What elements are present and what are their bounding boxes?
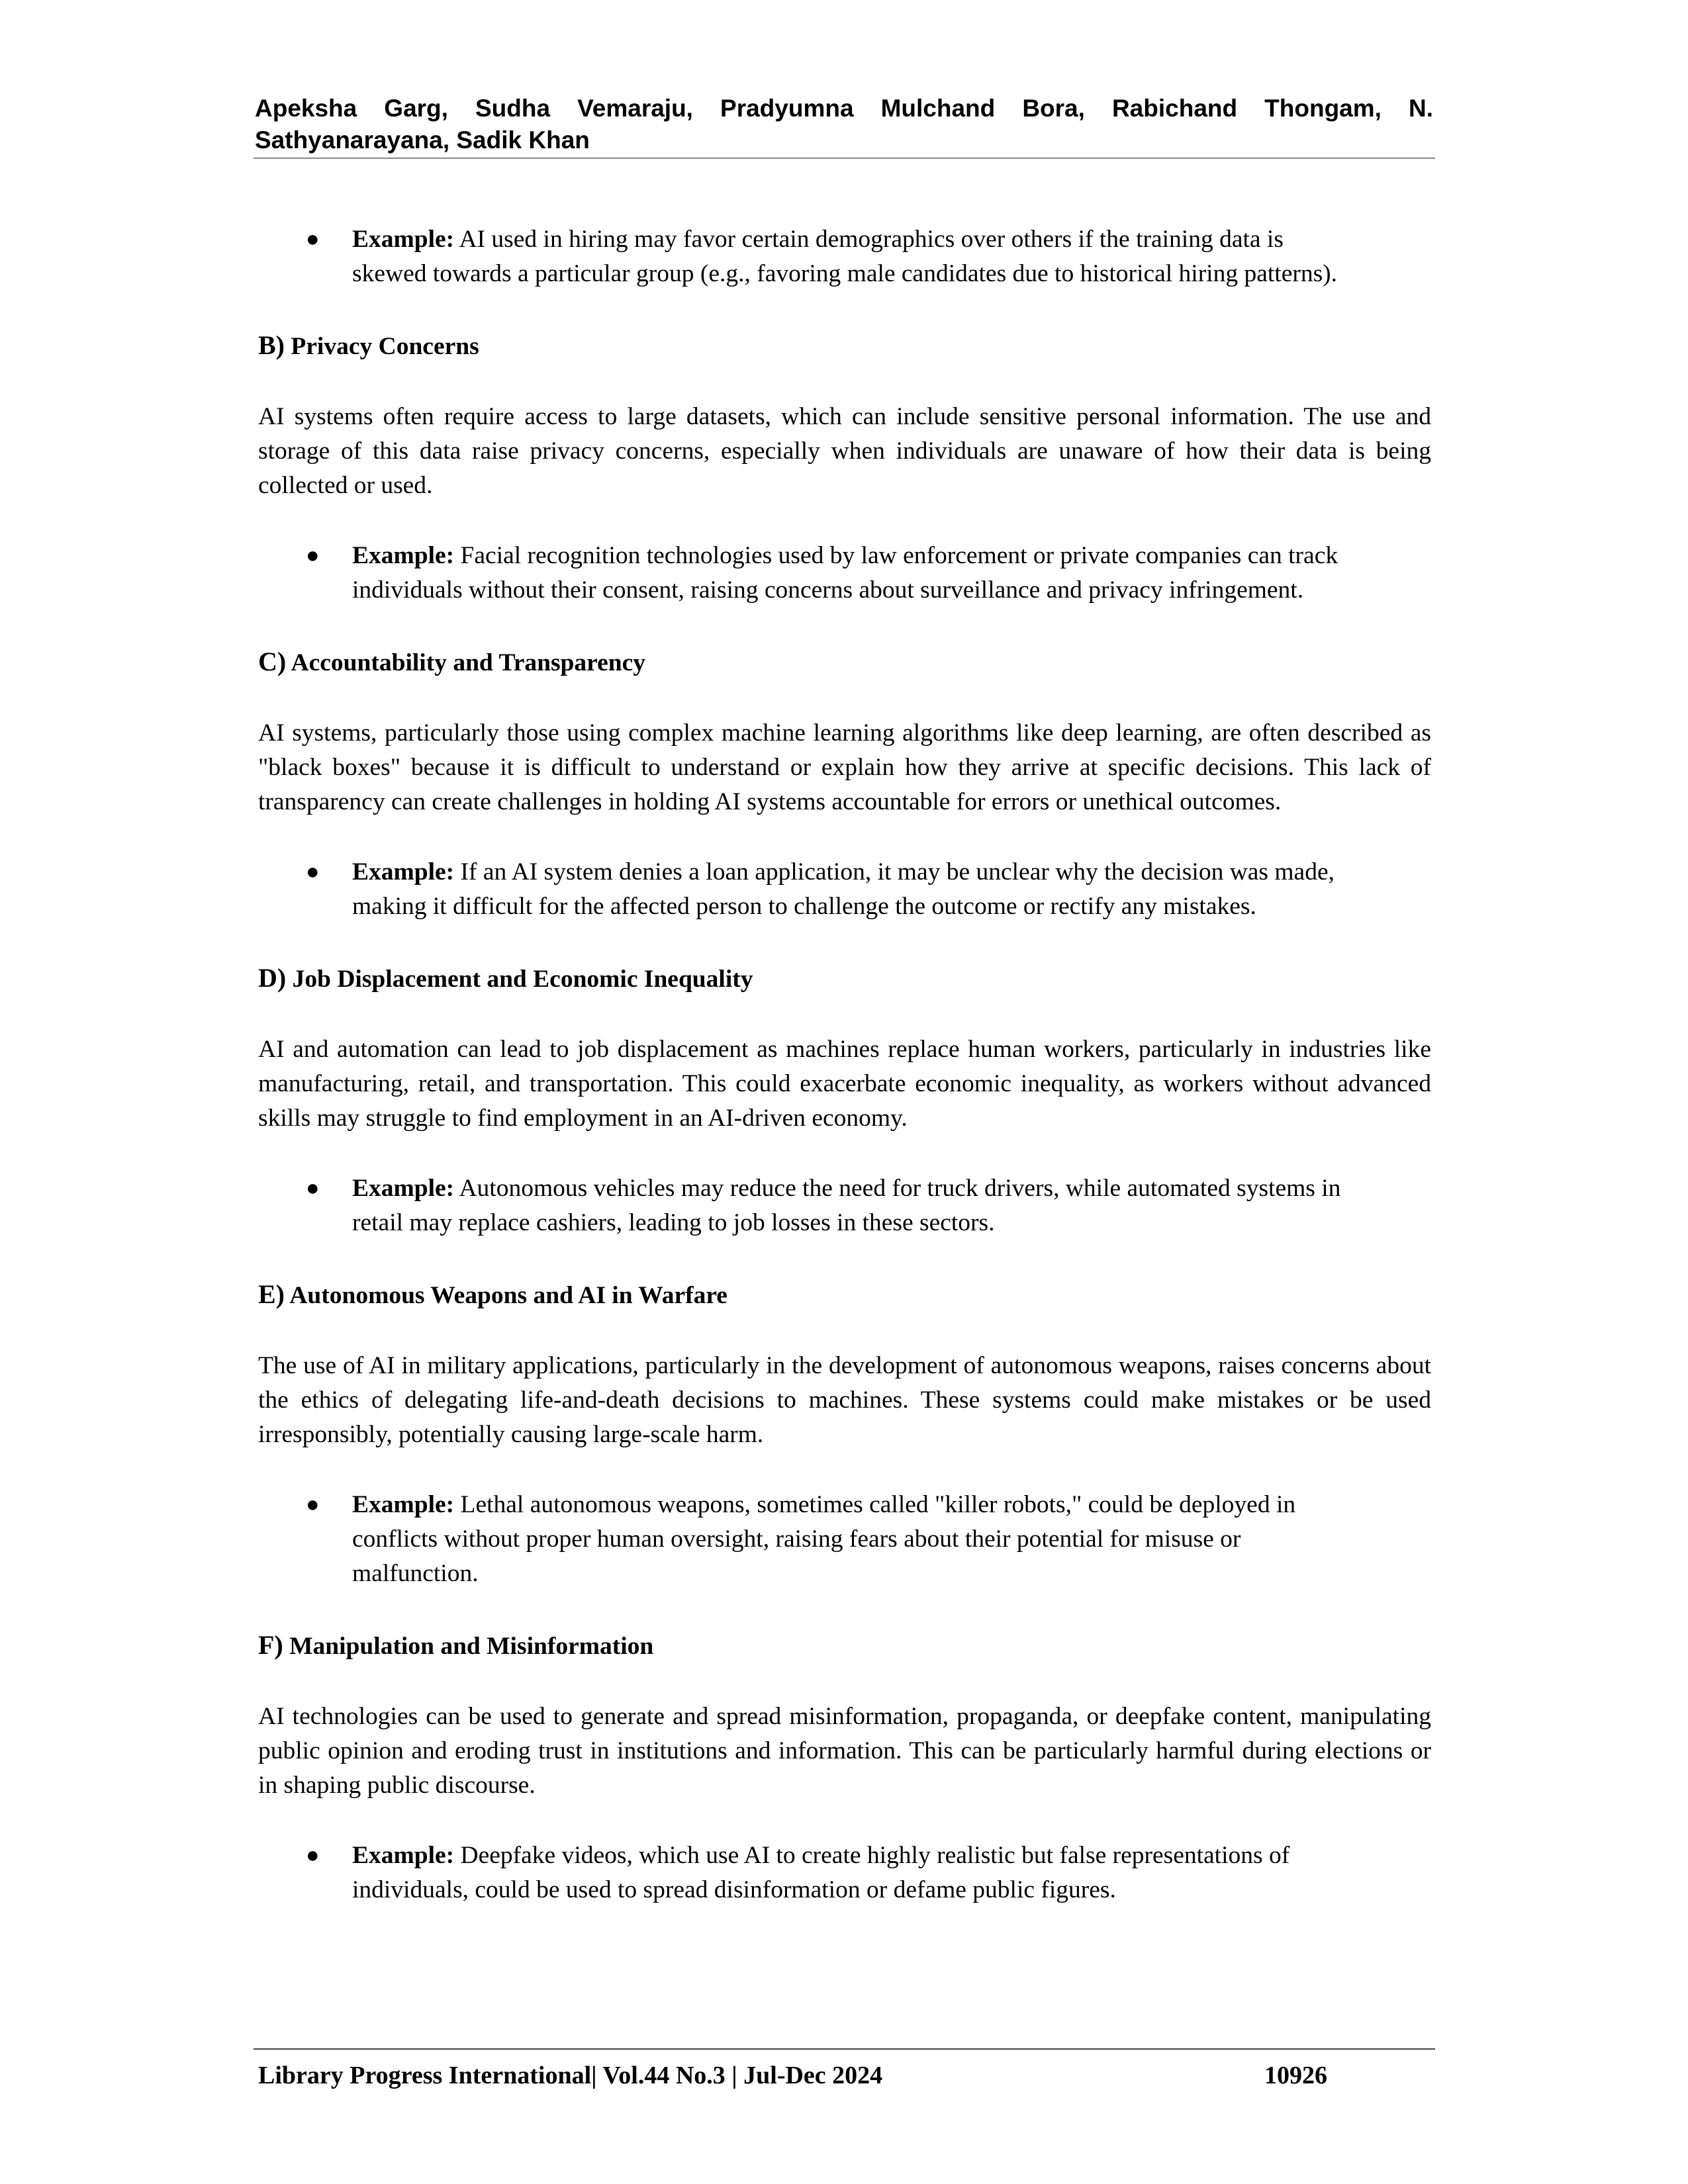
section-letter: C) [258, 647, 287, 676]
example-item-b [306, 539, 1345, 608]
intro-example-list [258, 222, 1431, 291]
example-list-e [258, 1488, 1431, 1591]
section-heading-b [258, 328, 1431, 364]
section-title: Job Displacement and Economic Inequality [286, 966, 753, 993]
section-heading-e [258, 1277, 1431, 1313]
example-item-f [306, 1839, 1345, 1907]
example-label: Example: [352, 1175, 455, 1202]
section-letter: B) [258, 330, 285, 360]
section-letter: E) [258, 1279, 285, 1309]
bullet-icon: ● [306, 1843, 320, 1868]
section-paragraph-b: AI systems often require access to large datasets, which can include sensitive personal information. The use and storage of this data raise privacy concerns, especially when individuals are unaware of how their data is being collected or used. [258, 403, 1431, 499]
section-heading-c [258, 645, 1431, 680]
example-text: Lethal autonomous weapons, sometimes called "killer robots," could be deployed in conflicts without proper human oversight, raising fears about their potential for misuse or malfunction. [352, 1491, 1296, 1587]
section-title: Autonomous Weapons and AI in Warfare [285, 1282, 727, 1309]
running-footer [258, 2058, 1436, 2093]
bullet-icon: ● [306, 1176, 320, 1201]
example-text: AI used in hiring may favor certain demographics over others if the training data is skewed towards a particular group (e.g., favoring male candidates due to historical hiring patterns). [352, 226, 1338, 287]
section-heading-d [258, 961, 1431, 997]
bullet-icon: ● [306, 543, 320, 568]
section-title: Accountability and Transparency [286, 649, 646, 676]
example-list-d [258, 1171, 1431, 1240]
example-label: Example: [352, 858, 455, 886]
example-text: Facial recognition technologies used by law enforcement or private companies can track individuals without their consent, raising concerns about surveillance and privacy infringement. [352, 542, 1338, 604]
example-text: Autonomous vehicles may reduce the need for truck drivers, while automated systems in retail may replace cashiers, leading to job losses in these sectors. [352, 1175, 1341, 1236]
section-paragraph-f: AI technologies can be used to generate and spread misinformation, propaganda, or deepfake content, manipulating public opinion and eroding trust in institutions and information. This can be particularly harmful during elections or in shaping public discourse. [258, 1703, 1431, 1799]
example-item-e [306, 1488, 1345, 1591]
intro-example-item [306, 222, 1345, 291]
section-title: Privacy Concerns [285, 333, 479, 360]
footer-page-number: 10926 [1264, 2062, 1327, 2089]
example-label: Example: [352, 1491, 455, 1518]
section-letter: D) [258, 963, 287, 993]
example-label: Example: [352, 226, 455, 253]
example-list-f [258, 1839, 1431, 1907]
section-paragraph-e: The use of AI in military applications, particularly in the development of autonomous weapons, raises concerns about the ethics of delegating life-and-death decisions to machines. These systems could make mistakes or be used irresponsibly, potentially causing large-scale harm. [258, 1352, 1431, 1448]
footer-divider [254, 2048, 1435, 2050]
example-item-d [306, 1171, 1345, 1240]
section-heading-f [258, 1628, 1431, 1664]
bullet-icon: ● [306, 860, 320, 884]
example-list-b [258, 539, 1431, 608]
example-text: If an AI system denies a loan application, it may be unclear why the decision was made, making it difficult for the affected person to challenge the outcome or rectify any mistakes. [352, 858, 1335, 920]
example-item-c [306, 855, 1345, 924]
example-text: Deepfake videos, which use AI to create highly realistic but false representations of individuals, could be used to spread disinformation or defame public figures. [352, 1842, 1290, 1903]
section-title: Manipulation and Misinformation [283, 1633, 654, 1660]
bullet-icon: ● [306, 1492, 320, 1517]
section-letter: F) [258, 1630, 283, 1660]
example-label: Example: [352, 542, 455, 569]
header-divider [254, 158, 1435, 159]
section-paragraph-d: AI and automation can lead to job displacement as machines replace human workers, particularly in industries like manufacturing, retail, and transportation. This could exacerbate economic inequality, as workers without advanced skills may struggle to find employment in an AI-driven economy. [258, 1036, 1431, 1132]
footer-journal: Library Progress International| Vol.44 No.3 | Jul-Dec 2024 [258, 2062, 883, 2089]
page-body [258, 222, 1431, 1944]
section-paragraph-c: AI systems, particularly those using complex machine learning algorithms like deep learning, are often described as "black boxes" because it is difficult to understand or explain how they arrive at specific decisions. This lack of transparency can create challenges in holding AI systems accountable for errors or unethical outcomes. [258, 719, 1431, 815]
bullet-icon: ● [306, 227, 320, 251]
running-header-authors: Apeksha Garg, Sudha Vemaraju, Pradyumna Mulchand Bora, Rabichand Thongam, N. Sathyanarayana, Sadik Khan [255, 95, 1433, 154]
example-list-c [258, 855, 1431, 924]
example-label: Example: [352, 1842, 455, 1869]
